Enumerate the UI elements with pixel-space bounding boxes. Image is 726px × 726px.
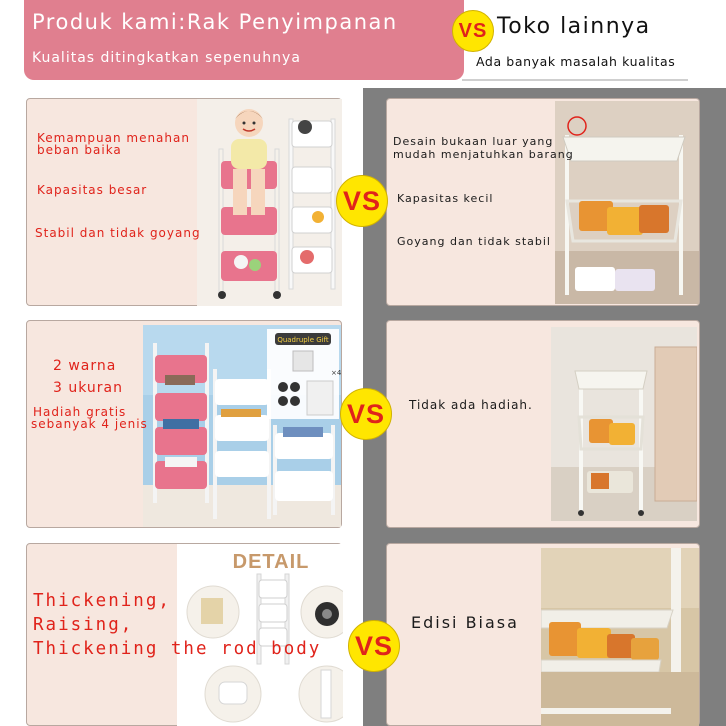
panel-theirs-row2	[386, 320, 700, 528]
competitor-photo-rack-room	[551, 327, 697, 521]
panel-ours-row2	[26, 320, 342, 528]
competitor-photo-ordinary	[541, 548, 699, 726]
product-photo-two-colors-gift	[143, 325, 341, 527]
panel-theirs-row3	[386, 543, 700, 726]
theirs-issue-capacity: Kapasitas kecil	[397, 192, 494, 205]
ours-detail-thickening: Thickening,	[33, 591, 171, 611]
ours-detail-rod-body: Thickening the rod body	[33, 639, 322, 659]
ours-detail-raising: Raising,	[33, 615, 134, 635]
vs-badge-row3: VS	[348, 620, 400, 672]
product-photo-detail	[177, 544, 343, 726]
product-photo-rack-with-child	[197, 99, 342, 306]
ours-option-sizes: 3 ukuran	[53, 380, 123, 396]
panel-ours-row3	[26, 543, 342, 726]
vs-badge-row1: VS	[336, 175, 388, 227]
header-divider	[462, 79, 688, 81]
theirs-no-gift: Tidak ada hadiah.	[409, 398, 533, 412]
gift-label: Quadruple Gift	[277, 336, 329, 344]
header-other-subtitle: Ada banyak masalah kualitas	[476, 54, 676, 69]
ours-feature-capacity: Kapasitas besar	[37, 183, 148, 197]
theirs-issue-design-line2: mudah menjatuhkan barang	[393, 148, 574, 161]
header-title: Produk kami:Rak Penyimpanan	[32, 10, 398, 34]
competitor-photo-rack-snacks	[555, 101, 699, 304]
panel-theirs-row1	[386, 98, 700, 306]
ours-gift-line1: Hadiah gratis	[33, 405, 127, 419]
ours-feature-load-line1: Kemampuan menahan	[37, 131, 190, 145]
header-other-title: Toko lainnya	[497, 14, 651, 39]
ours-feature-load-line2: beban baika	[37, 143, 122, 157]
gift-count: ×4	[331, 369, 341, 377]
theirs-issue-design-line1: Desain bukaan luar yang	[393, 135, 554, 148]
theirs-issue-unstable: Goyang dan tidak stabil	[397, 235, 551, 248]
header-subtitle: Kualitas ditingkatkan sepenuhnya	[32, 50, 301, 66]
theirs-ordinary-edition: Edisi Biasa	[411, 613, 519, 632]
detail-heading: DETAIL	[232, 551, 310, 573]
ours-feature-stable: Stabil dan tidak goyang	[35, 226, 201, 240]
panel-ours-row1	[26, 98, 342, 306]
ours-gift-line2: sebanyak 4 jenis	[31, 417, 148, 431]
vs-badge-header: VS	[452, 10, 494, 52]
vs-badge-row2: VS	[340, 388, 392, 440]
ours-option-colors: 2 warna	[53, 358, 117, 374]
